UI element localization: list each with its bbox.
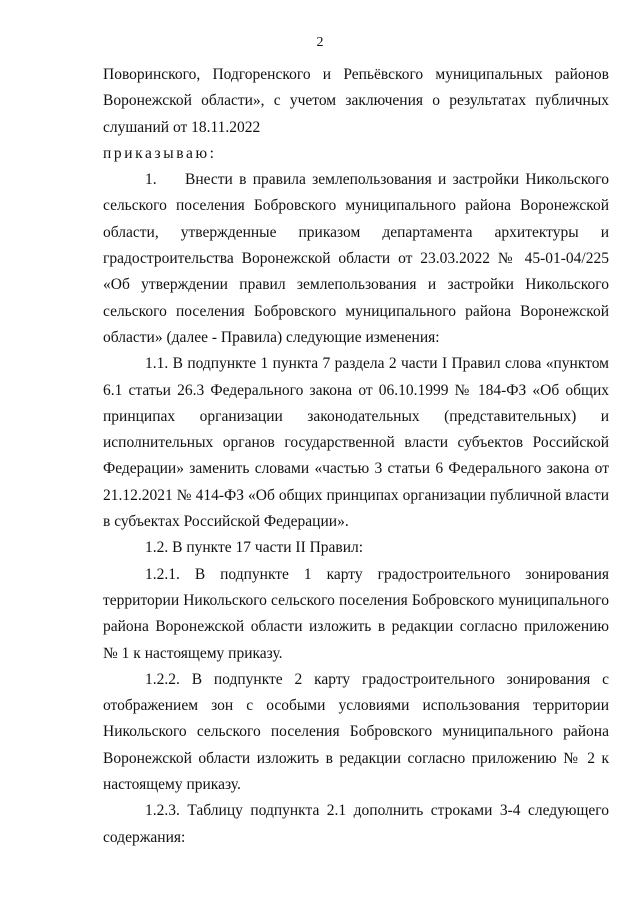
item-1-2-3-paragraph: 1.2.3. Таблицу подпункта 2.1 дополнить строками 3-4 следующего содержания: xyxy=(103,802,609,846)
page-number: 2 xyxy=(316,35,324,50)
item-1-1-paragraph: 1.1. В подпункте 1 пункта 7 раздела 2 части I Правил слова «пунктом 6.1 статьи 26.3 Федерального закона от 06.10.1999 № 184-ФЗ «Об общих принципах организации законодательных (представительных) и исполнительных органов государственной власти субъектов Российской Федерации» заменить словами «частью 3 статьи 6 Федерального закона от 21.12.2021 № 414-ФЗ «Об общих принципах организации публичной власти в субъектах Российской Федерации». xyxy=(103,355,609,531)
intro-paragraph: Поворинского, Подгоренского и Репьёвского муниципальных районов Воронежской области», с учетом заключения о результатах публичных слушаний от 18.11.2022 xyxy=(103,66,609,136)
prikazyvayu-heading: приказываю: xyxy=(103,144,217,162)
item-1-text: Внести в правила землепользования и застройки Никольского сельского поселения Бобровского муниципального района Воронежской области, утвержденные приказом департамента архитектуры и градостроительства Воронежской области от 23.03.2022 № 45-01-04/225 «Об утверждении правил землепользования и застройки Никольского сельского поселения Бобровского муниципального района Воронежской области» (далее - Правила) следующие изменения: xyxy=(103,171,609,346)
item-1-2-2-paragraph: 1.2.2. В подпункте 2 карту градостроительного зонирования с отображением зон с особыми условиями использования территории Никольского сельского поселения Бобровского муниципального района Воронежской области изложить в редакции согласно приложению № 2 к настоящему приказу. xyxy=(103,670,609,794)
item-1-2-1-paragraph: 1.2.1. В подпункте 1 карту градостроительного зонирования территории Никольского сельского поселения Бобровского муниципального района Воронежской области изложить в редакции согласно приложению № 1 к настоящему приказу. xyxy=(103,565,609,662)
item-1-2-paragraph: 1.2. В пункте 17 части II Правил: xyxy=(145,539,364,557)
document-body xyxy=(103,62,609,851)
item-1-paragraph xyxy=(103,167,609,351)
item-1-number: 1. xyxy=(145,171,157,189)
